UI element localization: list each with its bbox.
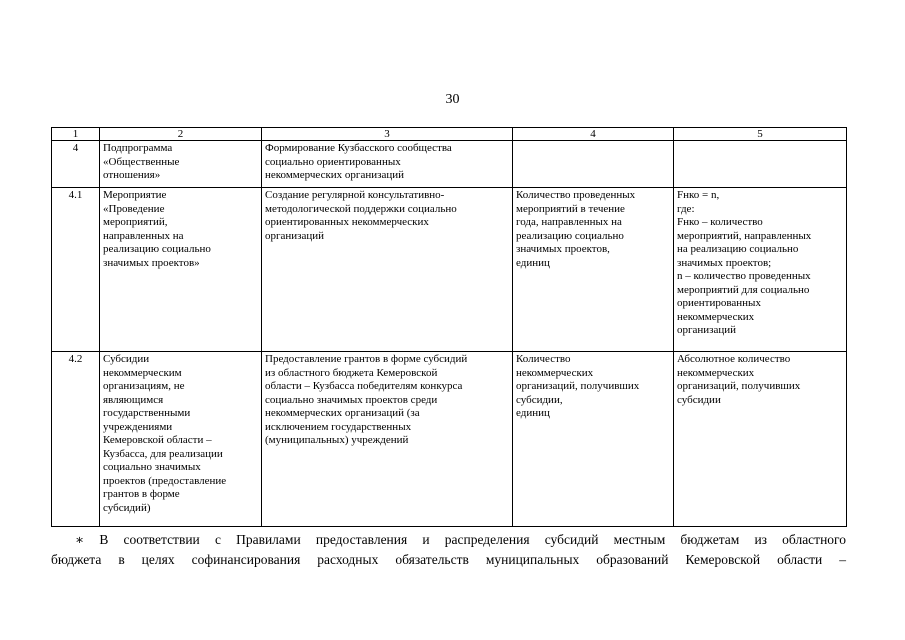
table-header-row (52, 128, 847, 141)
cell-text-line: социально ориентированных (265, 155, 401, 168)
cell-text-line: мероприятий, направленных (677, 229, 812, 242)
cell-text-line: социально значимых проектов среди (265, 393, 438, 406)
cell-text-line: реализацию социально (516, 229, 624, 242)
cell-text-line: организаций, получивших (516, 380, 640, 392)
footnote (51, 530, 846, 570)
cell-text-line: Субсидии (103, 353, 150, 365)
cell-text-line: Формирование Кузбасского сообщества (265, 142, 452, 154)
row-number-cell: 4 (52, 141, 100, 188)
table-row (52, 188, 847, 352)
row-number-cell: 4.1 (52, 188, 100, 352)
cell-text-line: являющимся (103, 393, 164, 406)
header-cell: 4 (513, 128, 674, 141)
cell-text-line: некоммерческих (677, 366, 755, 379)
header-cell: 5 (674, 128, 847, 141)
cell-text-line: (муниципальных) учреждений (265, 434, 409, 446)
cell-text-line: значимых проектов; (677, 256, 772, 269)
cell-text-line: ориентированных (677, 297, 761, 309)
cell-text-line: единиц (516, 256, 550, 269)
cell-text-line: отношения» (103, 169, 161, 181)
cell-text-line: субсидии (677, 393, 721, 406)
table-cell (674, 352, 847, 527)
indicators-table (51, 127, 847, 527)
cell-text-line: Предоставление грантов в форме субсидий (265, 353, 468, 365)
cell-text-line: ориентированных некоммерческих (265, 216, 429, 228)
cell-text-line: на реализацию социально (677, 243, 799, 255)
cell-text-line: учреждениями (103, 420, 173, 433)
cell-text-line: значимых проектов, (516, 243, 610, 255)
table-cell (262, 352, 513, 527)
cell-text-line: проектов (предоставление (103, 474, 227, 487)
cell-text-line: «Проведение (103, 202, 165, 215)
cell-text-line: организаций (677, 324, 737, 336)
table-row (52, 352, 847, 527)
cell-text-line: Fнко = n, (677, 189, 720, 201)
cell-text-line: государственными (103, 407, 191, 419)
cell-text-line: некоммерческих организаций (за (265, 407, 420, 419)
cell-text-line: где: (677, 202, 695, 215)
cell-text-line: Мероприятие (103, 189, 167, 201)
header-cell: 3 (262, 128, 513, 141)
cell-text-line: организациям, не (103, 380, 185, 392)
cell-text-line: социально значимых (103, 461, 201, 473)
table-cell (674, 141, 847, 188)
cell-text-line: n – количество проведенных (677, 270, 811, 282)
table-cell (513, 141, 674, 188)
page-number: 30 (445, 92, 460, 107)
cell-text-line: области – Кузбасса победителям конкурса (265, 380, 463, 392)
cell-text-line: исключением государственных (265, 420, 412, 433)
table-cell (262, 188, 513, 352)
cell-text-line: грантов в форме (103, 488, 180, 500)
cell-text-line: методологической поддержки социально (265, 202, 457, 215)
cell-text-line: некоммерческих организаций (265, 169, 404, 181)
cell-text-line: Fнко – количество (677, 216, 763, 228)
table-row (52, 141, 847, 188)
cell-text-line: мероприятий в течение (516, 202, 625, 215)
cell-text-line: организаций (265, 229, 325, 242)
table-cell (262, 141, 513, 188)
cell-text-line: Количество проведенных (516, 189, 636, 201)
cell-text-line: субсидий) (103, 501, 151, 514)
table-cell (100, 141, 262, 188)
cell-text-line: значимых проектов» (103, 256, 200, 269)
cell-text-line: Подпрограмма (103, 142, 173, 154)
table-cell (513, 352, 674, 527)
cell-text-line: некоммерческих (677, 310, 755, 323)
header-cell: 2 (100, 128, 262, 141)
cell-text-line: единиц (516, 407, 550, 419)
cell-text-line: реализацию социально (103, 243, 211, 255)
cell-text-line: направленных на (103, 229, 184, 242)
cell-text-line: некоммерческим (103, 366, 182, 379)
cell-text-line: некоммерческих (516, 366, 594, 379)
row-number-cell: 4.2 (52, 352, 100, 527)
header-cell: 1 (52, 128, 100, 141)
cell-text-line: Создание регулярной консультативно- (265, 189, 445, 201)
cell-text-line: Кемеровской области – (103, 434, 212, 446)
table-cell (513, 188, 674, 352)
cell-text-line: Количество (516, 353, 571, 365)
table-cell (100, 188, 262, 352)
table-cell (100, 352, 262, 527)
cell-text-line: субсидии, (516, 393, 563, 406)
cell-text-line: года, направленных на (516, 216, 622, 228)
table-cell (674, 188, 847, 352)
footnote-line: бюджета в целях софинансирования расходных обязательств муниципальных образований Кемеровской области – (51, 552, 846, 567)
cell-text-line: организаций, получивших (677, 380, 801, 392)
cell-text-line: Абсолютное количество (677, 353, 791, 365)
cell-text-line: мероприятий, (103, 216, 168, 228)
cell-text-line: из областного бюджета Кемеровской (265, 366, 438, 379)
cell-text-line: мероприятий для социально (677, 283, 810, 296)
cell-text-line: Кузбасса, для реализации (103, 447, 223, 460)
cell-text-line: «Общественные (103, 155, 180, 168)
footnote-line: ∗ В соответствии с Правилами предоставления и распределения субсидий местным бюджетам из областного (75, 532, 846, 547)
